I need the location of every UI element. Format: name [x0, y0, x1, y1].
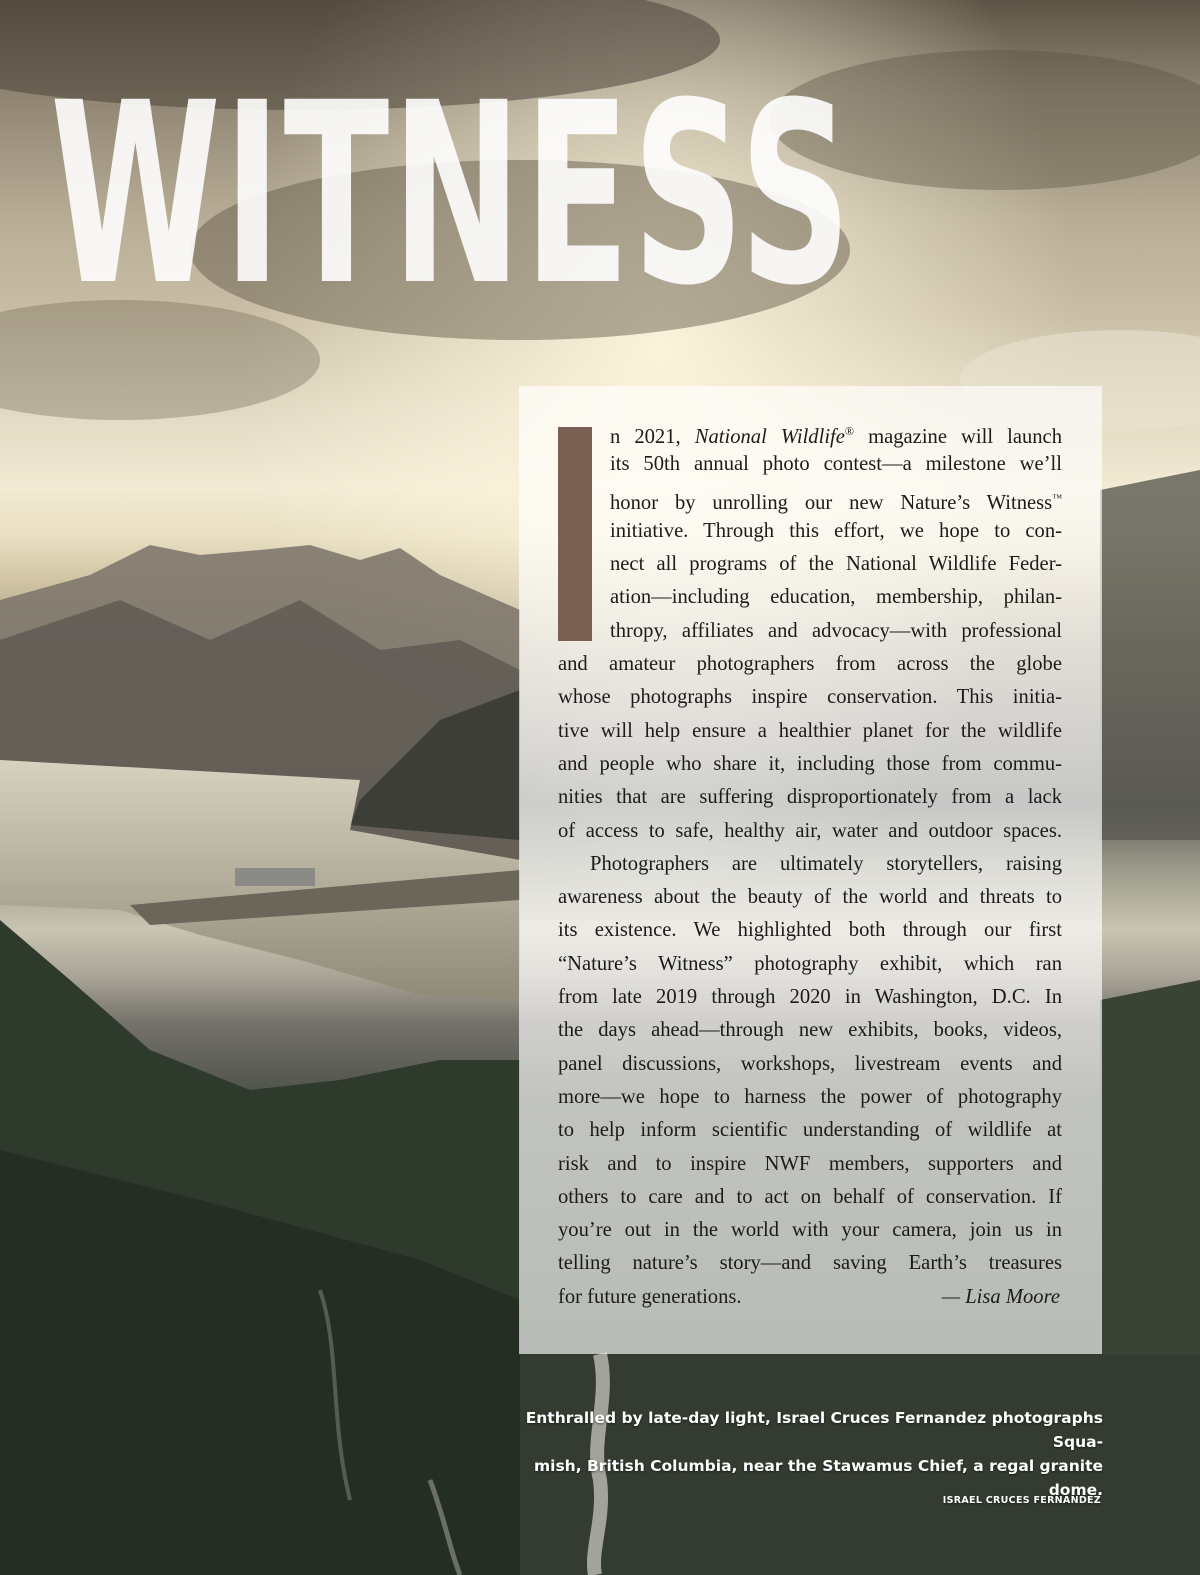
article-line: tive will help ensure a healthier planet for the wildlife — [558, 719, 1062, 742]
article-line: n 2021, National Wildlife® magazine will launch — [610, 424, 1062, 448]
article-line: telling nature’s story—and saving Earth’s treasures — [558, 1252, 1062, 1275]
page-title: WITNESS — [50, 49, 854, 340]
article-line: nities that are suffering disproportionately from a lack — [558, 786, 1062, 809]
caption-line: mish, British Columbia, near the Stawamus Chief, a regal granite dome. — [533, 1457, 1103, 1499]
article-paragraph-1 — [558, 415, 1062, 848]
article-line: Photographers are ultimately storytellers, raising — [590, 852, 1062, 875]
caption-line: Enthralled by late-day light, Israel Cruces Fernandez photographs Squa- — [525, 1409, 1103, 1451]
article-last-line — [558, 1281, 1062, 1314]
author-signature: — Lisa Moore — [941, 1285, 1060, 1308]
article-line: for future generations. — [558, 1285, 742, 1308]
mountain-range — [1100, 470, 1200, 840]
article-line: of access to safe, healthy air, water and outdoor spaces. — [558, 819, 1062, 842]
article-line: thropy, affiliates and advocacy—with professional — [610, 619, 1062, 642]
magazine-name: National Wildlife — [694, 425, 845, 448]
article-line: awareness about the beauty of the world and threats to — [558, 886, 1062, 909]
trademark-mark: ™ — [1052, 492, 1062, 504]
article-line: initiative. Through this effort, we hope to con- — [610, 519, 1062, 542]
article-line: more—we hope to harness the power of photography — [558, 1085, 1062, 1108]
ship — [235, 868, 315, 886]
photo-credit: ISRAEL CRUCES FERNANDEZ — [942, 1495, 1101, 1506]
article-line: and people who share it, including those from commu- — [558, 752, 1062, 775]
article-line: to help inform scientific understanding of wildlife at — [558, 1119, 1062, 1142]
article-line: and amateur photographers from across the globe — [558, 653, 1062, 676]
article-body — [558, 415, 1062, 1314]
article-panel — [519, 386, 1102, 1354]
article-line: its existence. We highlighted both through our first — [558, 919, 1062, 942]
article-line: “Nature’s Witness” photography exhibit, which ran — [558, 952, 1062, 975]
article-line: whose photographs inspire conservation. This initia- — [558, 686, 1062, 709]
article-line: the days ahead—through new exhibits, books, videos, — [558, 1019, 1062, 1042]
article-line: panel discussions, workshops, livestream events and — [558, 1052, 1062, 1075]
article-line: risk and to inspire NWF members, supporters and — [558, 1152, 1062, 1175]
article-line: honor by unrolling our new Nature’s Witness™ — [610, 491, 1062, 514]
article-line: you’re out in the world with your camera, join us in — [558, 1219, 1062, 1242]
article-line: its 50th annual photo contest—a milestone we’ll — [610, 453, 1062, 476]
registered-mark: ® — [844, 424, 855, 438]
article-paragraph-2 — [558, 848, 1062, 1314]
article-line: nect all programs of the National Wildlife Feder- — [610, 553, 1062, 576]
photo-caption — [503, 1406, 1103, 1502]
article-line: others to care and to act on behalf of conservation. If — [558, 1185, 1062, 1208]
article-line: from late 2019 through 2020 in Washington, D.C. In — [558, 986, 1062, 1009]
article-line: ation—including education, membership, philan- — [610, 586, 1062, 609]
